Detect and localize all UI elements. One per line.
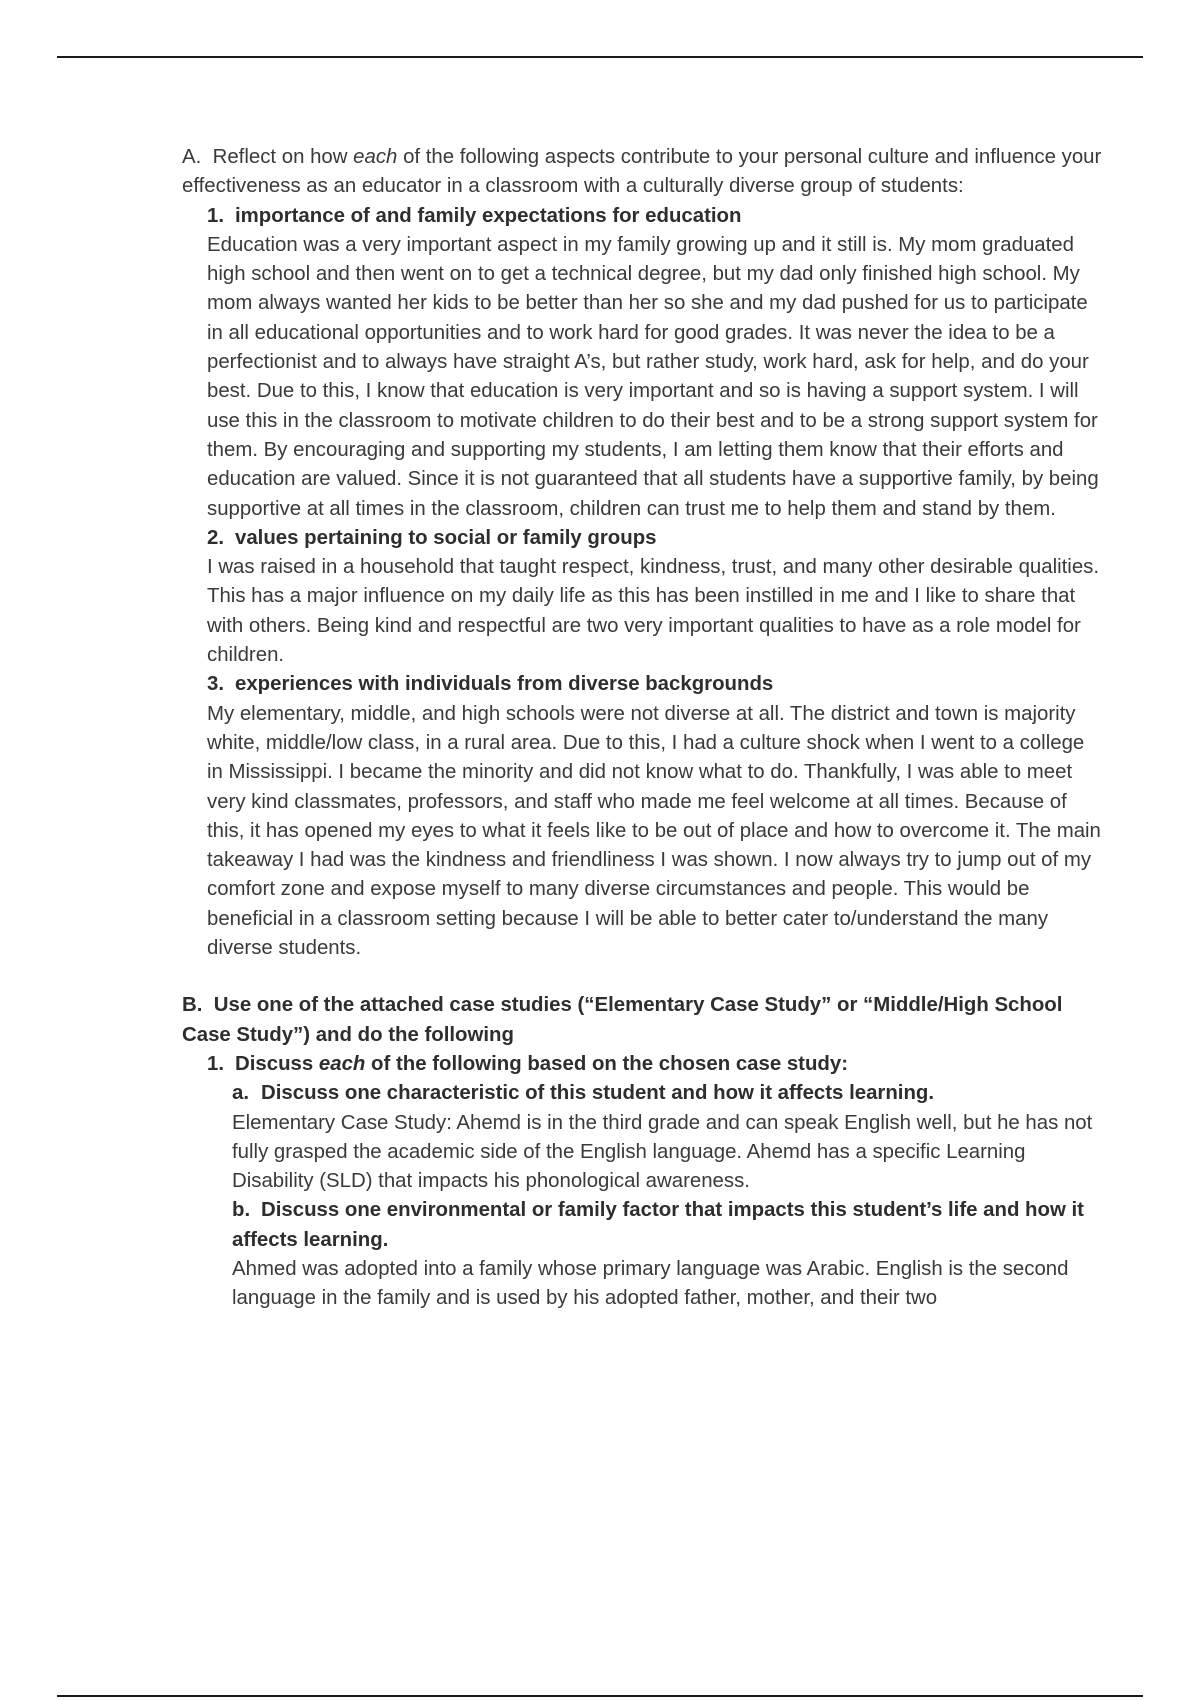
subitem-letter: a. (232, 1082, 250, 1105)
section-a-item-1-body: Education was a very important aspect in my family growing up and it still is. My mom graduated high school and then went on to get a technical degree, but my dad only finished high school. My mom always wanted her kids to be better than her so she and my dad pushed for us to participate in all educational opportunities and to work hard for good grades. It was never the idea to be a perfectionist and to always have straight A’s, but rather study, work hard, ask for help, and do your best. Due to this, I know that education is very important and so is having a support system. I will use this in the classroom to motivate children to do their best and to be a strong support system for them. By encouraging and supporting my students, I am letting them know that their efforts and education are valued. Since it is not guaranteed that all students have a supportive family, by being supportive at all times in the classroom, children can trust me to help them and stand by them. (207, 233, 1099, 520)
item-heading: values pertaining to social or family groups (235, 526, 657, 549)
item-number: 1. (207, 204, 225, 227)
section-b-letter: B. (182, 994, 203, 1017)
subitem-heading: Discuss one characteristic of this student and how it affects learning. (261, 1082, 935, 1105)
section-a-item-2-body: I was raised in a household that taught respect, kindness, trust, and many other desirable qualities. This has a major influence on my daily life as this has been instilled in me and I like to share that with others. Being kind and respectful are two very important qualities to have as a role model for children. (207, 556, 1100, 667)
section-spacer (182, 963, 1102, 991)
section-b-subitem-a-heading (232, 1079, 1102, 1108)
footer-rule (57, 1695, 1143, 1697)
section-b-subitem-b-body: Ahmed was adopted into a family whose primary language was Arabic. English is the second language in the family and is used by his adopted father, mother, and their two (232, 1257, 1069, 1310)
section-a-prompt-pre: Reflect on how (212, 146, 348, 168)
section-a-item-1-heading (207, 202, 1102, 231)
subitem-heading: Discuss one environmental or family factor that impacts this student’s life and how it affects learning. (232, 1199, 1084, 1251)
section-b-subitem-a-body: Elementary Case Study: Ahemd is in the third grade and can speak English well, but he has not fully grasped the academic side of the English language. Ahemd has a specific Learning Disability (SLD) that impacts his phonological awareness. (232, 1111, 1093, 1193)
item-heading-post: of the following based on the chosen case study: (371, 1052, 849, 1075)
section-b-prompt (182, 991, 1102, 1050)
item-number: 3. (207, 673, 225, 696)
item-number: 2. (207, 526, 225, 549)
document-body (182, 143, 1102, 1314)
section-a-prompt (182, 143, 1102, 202)
item-heading-emphasis: each (318, 1052, 366, 1075)
header-rule (57, 56, 1143, 58)
item-heading: experiences with individuals from diverse backgrounds (235, 673, 774, 696)
section-a-item-3-heading (207, 670, 1102, 699)
section-b-subitem-b-heading (232, 1196, 1102, 1255)
section-b-item-1-heading (207, 1050, 1102, 1079)
item-heading: importance of and family expectations for education (235, 204, 742, 227)
section-a-letter: A. (182, 146, 202, 168)
section-a-prompt-post: of the following aspects contribute to your personal culture and influence your effectiveness as an educator in a classroom with a culturally diverse group of students: (182, 146, 1102, 198)
item-number: 1. (207, 1052, 225, 1075)
section-a-item-3-body: My elementary, middle, and high schools were not diverse at all. The district and town is majority white, middle/low class, in a rural area. Due to this, I had a culture shock when I went to a college in Mississippi. I became the minority and did not know what to do. Thankfully, I was able to meet very kind classmates, professors, and staff who made me feel welcome at all times. Because of this, it has opened my eyes to what it feels like to be out of place and how to overcome it. The main takeaway I had was the kindness and friendliness I was shown. I now always try to jump out of my comfort zone and expose myself to many diverse circumstances and people. This would be beneficial in a classroom setting because I will be able to better cater to/understand the many diverse students. (207, 702, 1101, 960)
section-b-prompt-text: Use one of the attached case studies (“Elementary Case Study” or “Middle/High School Case Study”) and do the following (182, 994, 1063, 1046)
section-a-item-2-heading (207, 524, 1102, 553)
section-a-prompt-emphasis: each (353, 146, 398, 168)
item-heading-pre: Discuss (235, 1052, 314, 1075)
subitem-letter: b. (232, 1199, 251, 1222)
